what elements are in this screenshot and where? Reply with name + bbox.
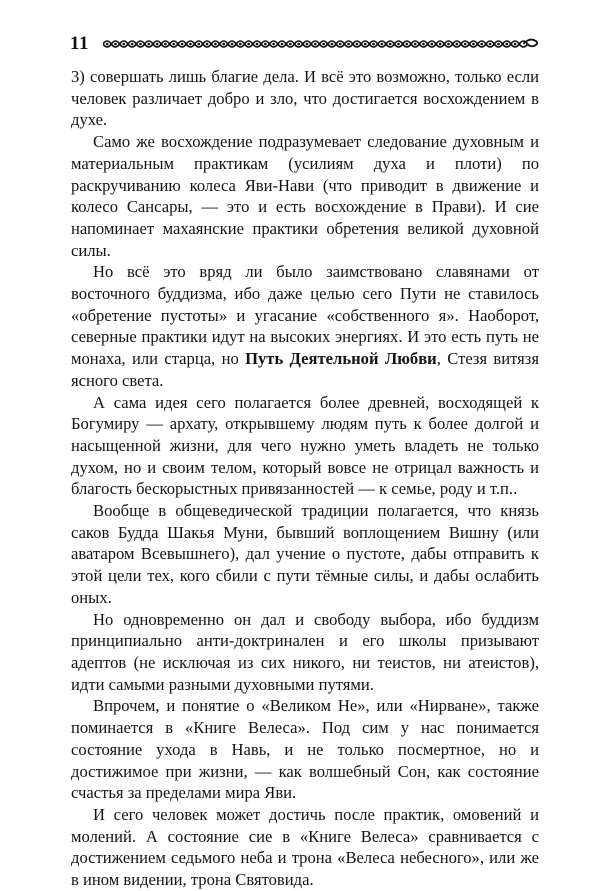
ornamental-rule-icon <box>103 35 540 53</box>
text-run: Вообще в общеведической традиции полагается, что князь саков Будда Шакья Муни, бывший воплощением Вишну (или аватаром Всевышнего), дал учение о пустоте, дабы отправить к этой цели тех, кого сбили с пути тёмные силы, и дабы ослабить оных. <box>71 501 539 607</box>
paragraph <box>71 131 539 261</box>
page-header <box>70 30 540 58</box>
paragraph <box>71 392 539 501</box>
text-run: Само же восхождение подразумевает следование духовным и материальным практикам (усилиям духа и плоти) по раскручиванию колеса Яви-Нави (что приводит в движение и колесо Сансары, — это и есть восхождение в Прави). И сие напоминает махаянские практики обретения великой духовной силы. <box>71 132 539 260</box>
paragraph <box>71 261 539 391</box>
text-run: Но всё это вряд ли было заимствовано славянами от восточного буддизма, ибо даже целью сего Пути не ставилось «обретение пустоты» и угасание «собственного я». Наоборот, северные практики идут на высоких энергиях. И это есть путь не монаха, или старца, но <box>71 262 539 369</box>
text-run: И сего человек может достичь после практик, омовений и молений. А состояние сие в «Книге Велеса» сравнивается с достижением седьмого неба и трона «Велеса небесного», или же в ином видении, трона Святовида. <box>71 804 539 890</box>
text-run: , Стезя витязя ясного света. <box>71 349 539 390</box>
bold-phrase: Путь Деятельной Любви <box>245 349 437 369</box>
paragraph <box>71 500 539 609</box>
page-number: 11 <box>70 33 89 54</box>
body-text <box>71 66 539 891</box>
text-run: Но одновременно он дал и свободу выбора, ибо буддизм принципиально анти-доктринален и его школы призывают адептов (не исключая из сих никого, ни теистов, ни атеистов), идти самыми разными духовными путями. <box>71 609 539 694</box>
paragraph <box>71 804 539 891</box>
paragraph <box>71 609 539 696</box>
text-run: А сама идея сего полагается более древней, восходящей к Богумиру — архату, открывшему людям путь к более долгой и насыщенной жизни, для чего нужно уметь владеть не только духом, но и своим телом, который вовсе не отрицал важность и благость бескорыстных привязанностей — к семье, роду и т.п.. <box>71 392 539 499</box>
paragraph <box>71 66 539 131</box>
text-run: Впрочем, и понятие о «Великом Не», или «Нирване», также поминается в «Книге Велеса». Под сим у нас понимается состояние ухода в Навь, и не только посмертное, но и достижимое при жизни, — как волшебный Сон, как состояние счастья за пределами мира Яви. <box>71 696 539 803</box>
text-run: 3) совершать лишь благие дела. И всё это возможно, только если человек различает добро и зло, что достигается восхождением в духе. <box>71 67 539 130</box>
